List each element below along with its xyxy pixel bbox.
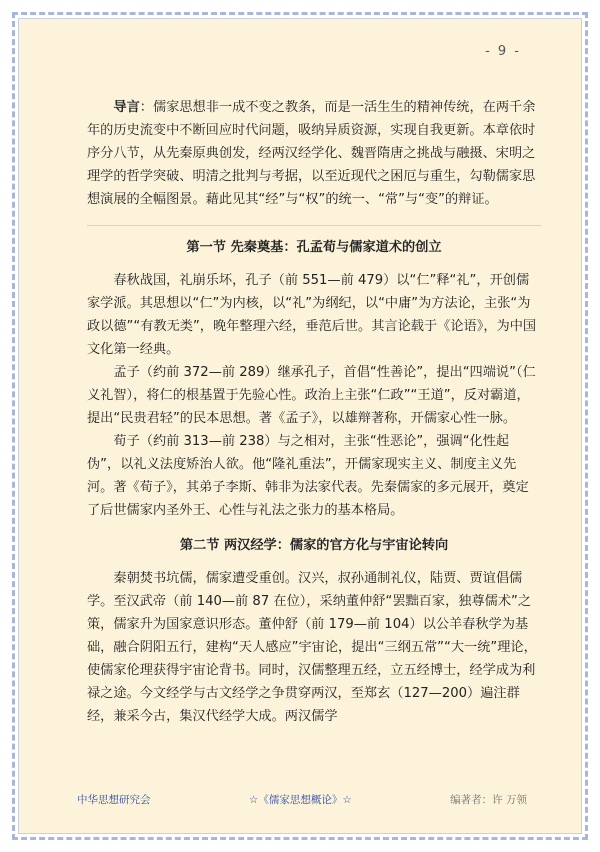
footer-author: 编著者：许 万领 — [450, 794, 527, 806]
section-paragraph: 荀子（约前 313—前 238）与之相对，主张“性恶论”，强调“化性起伪”，以礼义法度矫治人欲。他“隆礼重法”，开儒家现实主义、制度主义先河。著《荀子》，其弟子李斯、韩非为法家代表。先秦儒家的多元展开，奠定了后世儒家内圣外王、心性与礼法之张力的基本格局。 — [87, 434, 529, 518]
footer-organization: 中华思想研究会 — [77, 794, 151, 806]
intro-text: ：儒家思想非一成不变之教条，而是一活生生的精神传统，在两千余年的历史流变中不断回应时代问题，吸纳异质资源，实现自我更新。本章依时序分八节，从先秦原典创发，经两汉经学化、魏晋隋唐之挑战与融摄、宋明之理学的哲学突破、明清之批判与考据，以至近现代之困厄与重生，勾勒儒家思想演展的全幅图景。藉此见其“经”与“权”的统一、“常”与“变”的辩证。 — [87, 100, 536, 207]
intro-paragraph — [87, 96, 541, 211]
section-title: 第一节 先秦奠基：孔孟荀与儒家道术的创立 — [186, 240, 442, 255]
page-content — [87, 96, 541, 728]
section-title: 第二节 两汉经学：儒家的官方化与宇宙论转向 — [179, 538, 449, 553]
page-footer — [77, 792, 527, 807]
section-2 — [87, 534, 541, 728]
page — [18, 18, 582, 834]
divider — [87, 225, 541, 226]
section-1 — [87, 236, 541, 522]
section-paragraph: 孟子（约前 372—前 289）继承孔子，首倡“性善论”，提出“四端说”（仁义礼智），将仁的根基置于先验心性。政治上主张“仁政”“王道”，反对霸道，提出“民贵君轻”的民本思想。著《孟子》，以雄辩著称，开儒家心性一脉。 — [87, 365, 536, 426]
section-paragraph: 秦朝焚书坑儒，儒家遭受重创。汉兴，叔孙通制礼仪，陆贾、贾谊倡儒学。至汉武帝（前 140—前 87 在位），采纳董仲舒“罢黜百家，独尊儒术”之策，儒家升为国家意识形态。董仲舒（前 179—前 104）以公羊春秋学为基础，融合阴阳五行，建构“天人感应”宇宙论，提出“三纲五常”“大一统”理论，使儒家伦理获得宇宙论背书。同时，汉儒整理五经，立五经博士，经学成为利禄之途。今文经学与古文经学之争贯穿两汉，至郑玄（127—200）遍注群经，兼采今古，集汉代经学大成。两汉儒学 — [87, 571, 537, 724]
footer-book-title: ☆《儒家思想概论》☆ — [248, 794, 352, 806]
page-number: - 9 - — [485, 44, 521, 59]
intro-lead: 导言 — [113, 100, 140, 115]
section-paragraph: 春秋战国，礼崩乐坏，孔子（前 551—前 479）以“仁”释“礼”，开创儒家学派。其思想以“仁”为内核，以“礼”为纲纪，以“中庸”为方法论，主张“为政以德”“有教无类”，晚年整理六经，垂范后世。其言论载于《论语》，为中国文化第一经典。 — [87, 273, 537, 357]
